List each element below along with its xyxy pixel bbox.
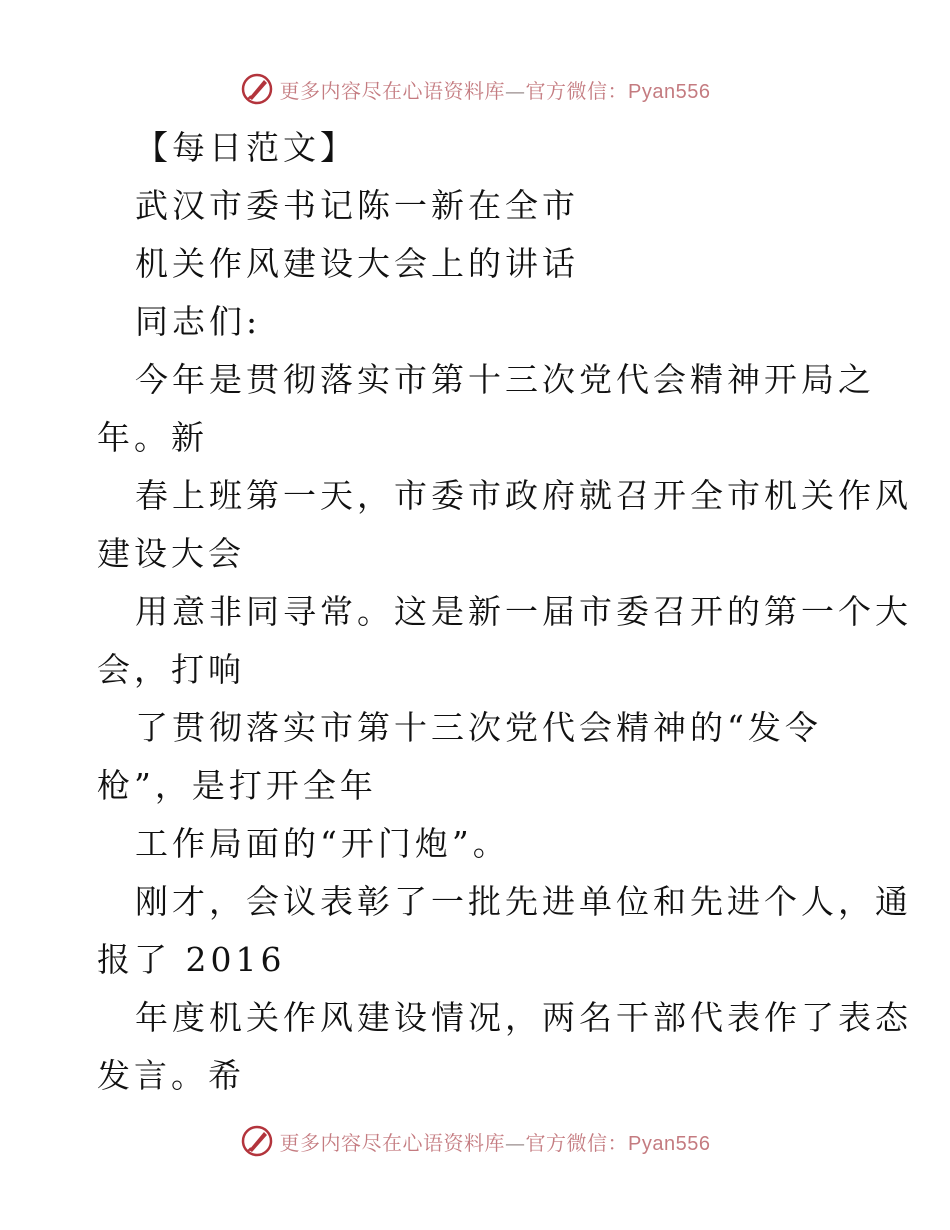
quill-pen-logo-icon: [240, 72, 274, 106]
paragraph-line: 年度机关作风建设情况，两名干部代表作了表态: [135, 998, 912, 1037]
paragraph-line: 春上班第一天，市委市政府就召开全市机关作风: [135, 476, 912, 515]
watermark-text: 更多内容尽在心语资料库—官方微信：Pyan556: [279, 78, 711, 103]
quill-pen-logo-icon: [240, 1124, 274, 1158]
paragraph-line: 了贯彻落实市第十三次党代会精神的“发令: [135, 708, 822, 747]
paragraph-line: 刚才，会议表彰了一批先进单位和先进个人，通: [135, 882, 912, 921]
speech-title-line-1: 武汉市委书记陈一新在全市: [135, 186, 579, 225]
paragraph-line: 建设大会: [97, 534, 245, 573]
paragraph-line: 报了 2016: [97, 940, 286, 979]
paragraph-line: 今年是贯彻落实市第十三次党代会精神开局之: [135, 360, 875, 399]
footer-watermark: [0, 1124, 950, 1158]
watermark-text: 更多内容尽在心语资料库—官方微信：Pyan556: [279, 1130, 711, 1155]
speech-title-line-2: 机关作风建设大会上的讲话: [135, 244, 579, 283]
paragraph-line: 枪”，是打开全年: [97, 766, 377, 805]
paragraph-line: 发言。希: [97, 1056, 245, 1095]
document-body: [97, 119, 912, 1105]
paragraph-line: 工作局面的“开门炮”。: [135, 824, 510, 863]
paragraph-line: 年。新: [97, 418, 208, 457]
section-label: 【每日范文】: [135, 128, 357, 167]
salutation: 同志们:: [135, 302, 262, 341]
paragraph-line: 用意非同寻常。这是新一届市委召开的第一个大: [135, 592, 912, 631]
header-watermark: [0, 72, 950, 106]
paragraph-line: 会，打响: [97, 650, 245, 689]
